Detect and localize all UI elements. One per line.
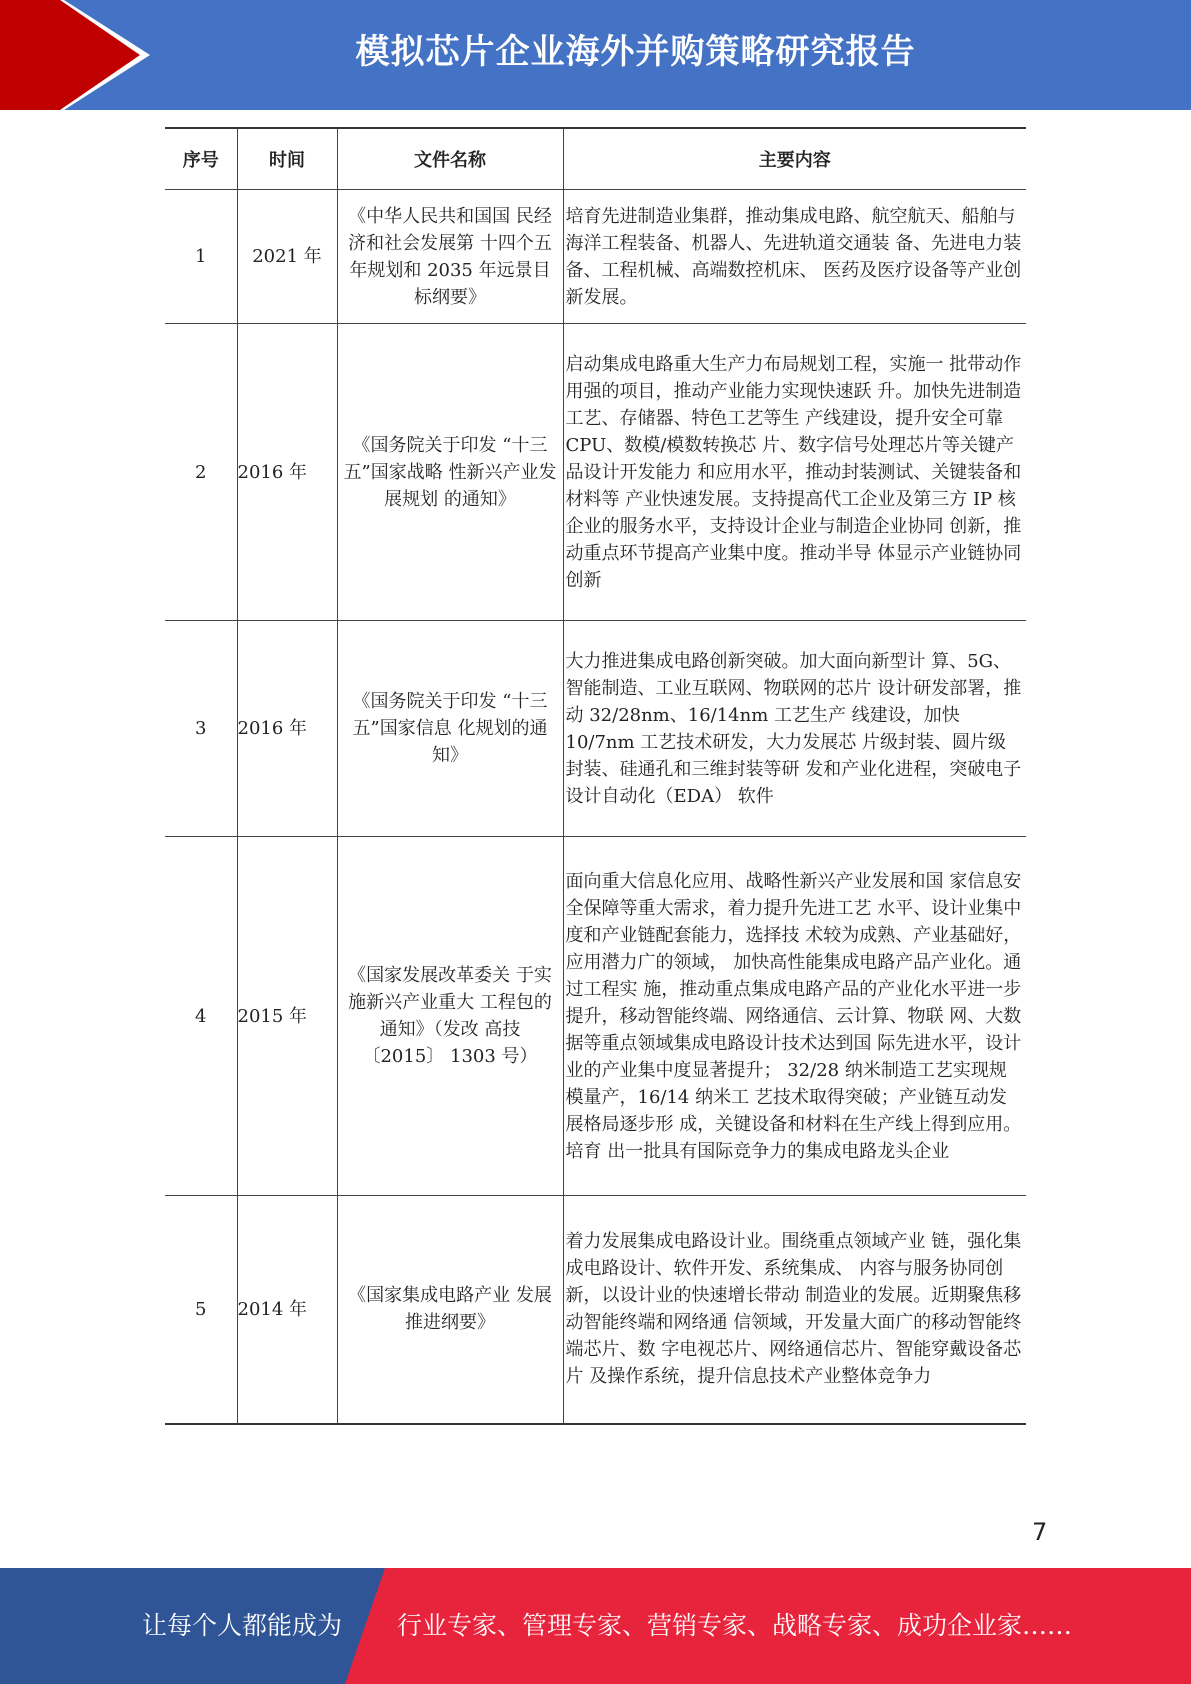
row-document-title: 《国家发展改革委关 于实施新兴产业重大 工程包的通知》（发改 高技〔2015〕 1303 号） (337, 837, 563, 1196)
footer-banner (0, 1568, 1191, 1684)
row-content: 启动集成电路重大生产力布局规划工程，实施一 批带动作用强的项目，推动产业能力实现快速跃 升。加快先进制造工艺、存储器、特色工艺等生 产线建设，提升安全可靠 CPU、数模/模数转换芯 片、数字信号处理芯片等关键产品设计开发能力 和应用水平，推动封装测试、关键装备和材料等 产业快速发展。支持提高代工企业及第三方 IP 核 企业的服务水平，支持设计企业与制造企业协同 创新，推动重点环节提高产业集中度。推动半导 体显示产业链协同创新 (563, 324, 1026, 621)
table-row (165, 837, 1026, 1196)
row-number: 5 (165, 1196, 237, 1424)
row-document-title: 《中华人民共和国国 民经济和社会发展第 十四个五年规划和 2035 年远景目标纲要》 (337, 190, 563, 324)
table-row (165, 190, 1026, 324)
row-content: 大力推进集成电路创新突破。加大面向新型计 算、5G、智能制造、工业互联网、物联网的芯片 设计研发部署，推动 32/28nm、16/14nm 工艺生产 线建设，加快 10/7nm 工艺技术研发，大力发展芯 片级封装、圆片级封装、硅通孔和三维封装等研 发和产业化进程，突破电子设计自动化（EDA） 软件 (563, 621, 1026, 837)
row-number: 1 (165, 190, 237, 324)
header-banner (0, 0, 1191, 110)
table-header-row (165, 128, 1026, 190)
column-header-num: 序号 (165, 128, 237, 190)
footer-roles: 行业专家、管理专家、营销专家、战略专家、成功企业家…… (397, 1611, 1073, 1640)
row-number: 2 (165, 324, 237, 621)
row-document-title: 《国家集成电路产业 发展推进纲要》 (337, 1196, 563, 1424)
row-number: 3 (165, 621, 237, 837)
column-header-title: 文件名称 (337, 128, 563, 190)
table-row (165, 621, 1026, 837)
row-year: 2016 年 (237, 621, 337, 837)
footer-slogan: 让每个人都能成为 (142, 1611, 343, 1640)
table-row (165, 324, 1026, 621)
policy-table (165, 127, 1026, 1425)
row-number: 4 (165, 837, 237, 1196)
column-header-time: 时间 (237, 128, 337, 190)
column-header-content: 主要内容 (563, 128, 1026, 190)
row-document-title: 《国务院关于印发 “十三五”国家战略 性新兴产业发展规划 的通知》 (337, 324, 563, 621)
row-year: 2016 年 (237, 324, 337, 621)
row-document-title: 《国务院关于印发 “十三五”国家信息 化规划的通知》 (337, 621, 563, 837)
row-content: 面向重大信息化应用、战略性新兴产业发展和国 家信息安全保障等重大需求，着力提升先进工艺 水平、设计业集中度和产业链配套能力，选择技 术较为成熟、产业基础好，应用潜力广的领域， 加快高性能集成电路产品产业化。通过工程实 施，推动重点集成电路产品的产业化水平进一步提升，移动智能终端、网络通信、云计算、物联 网、大数据等重点领域集成电路设计技术达到国 际先进水平，设计业的产业集中度显著提升； 32/28 纳米制造工艺实现规模量产，16/14 纳米工 艺技术取得突破；产业链互动发展格局逐步形 成，关键设备和材料在生产线上得到应用。培育 出一批具有国际竞争力的集成电路龙头企业 (563, 837, 1026, 1196)
row-content: 着力发展集成电路设计业。围绕重点领域产业 链，强化集成电路设计、软件开发、系统集成、 内容与服务协同创新，以设计业的快速增长带动 制造业的发展。近期聚焦移动智能终端和网络通 信领域，开发量大面广的移动智能终端芯片、数 字电视芯片、网络通信芯片、智能穿戴设备芯片 及操作系统，提升信息技术产业整体竞争力 (563, 1196, 1026, 1424)
row-year: 2014 年 (237, 1196, 337, 1424)
row-year: 2015 年 (237, 837, 337, 1196)
row-year: 2021 年 (237, 190, 337, 324)
row-content: 培育先进制造业集群，推动集成电路、航空航天、船舶与海洋工程装备、机器人、先进轨道交通装 备、先进电力装备、工程机械、高端数控机床、 医药及医疗设备等产业创新发展。 (563, 190, 1026, 324)
page-number: 7 (1032, 1518, 1048, 1546)
report-title: 模拟芯片企业海外并购策略研究报告 (355, 32, 916, 72)
table-row (165, 1196, 1026, 1424)
